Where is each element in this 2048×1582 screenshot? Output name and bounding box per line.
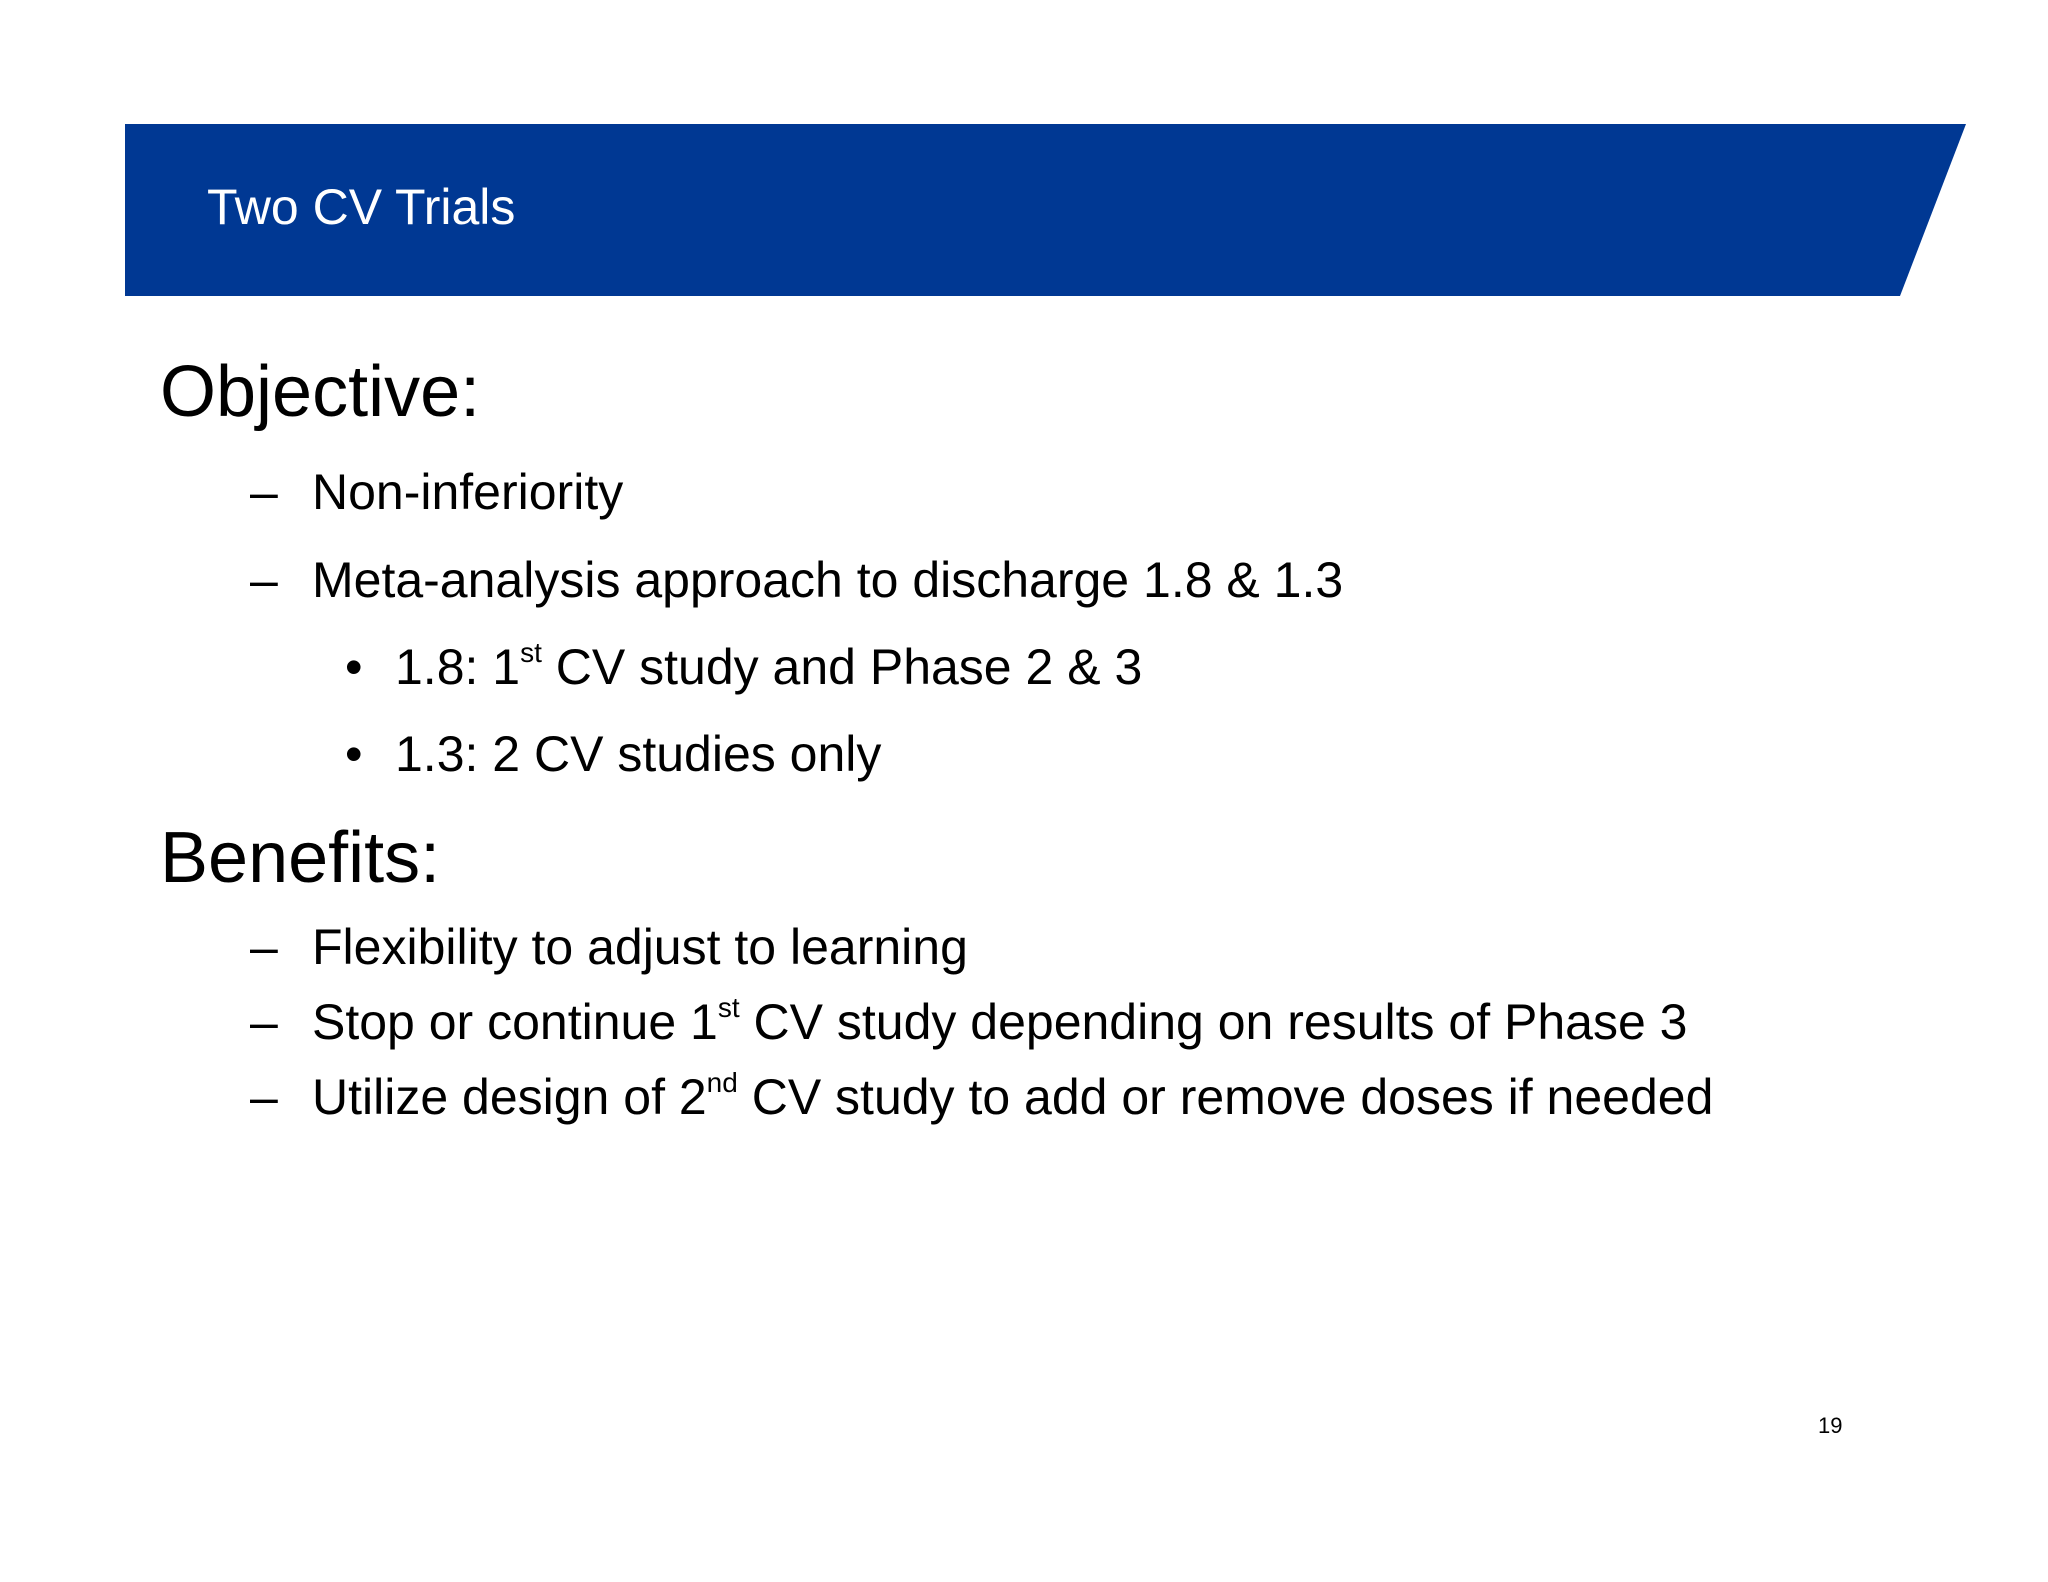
benefits-item-text: Flexibility to adjust to learning (312, 919, 968, 975)
text-part: Stop or continue 1 (312, 994, 718, 1050)
objective-item-text: Meta-analysis approach to discharge 1.8 & 1.3 (312, 552, 1344, 608)
objective-heading: Objective: (160, 352, 481, 432)
ordinal-suffix: st (717, 992, 740, 1023)
benefits-item-text (312, 992, 1688, 1050)
page-number: 19 (1818, 1413, 1843, 1438)
dash-marker: – (250, 552, 278, 608)
benefits-item-text (312, 1067, 1714, 1125)
objective-subitem-text: 1.3: 2 CV studies only (395, 726, 882, 782)
text-part: CV study and Phase 2 & 3 (541, 639, 1143, 695)
dash-marker: – (250, 919, 278, 975)
objective-item-text: Non-inferiority (312, 464, 624, 520)
text-part: CV study depending on results of Phase 3 (739, 994, 1688, 1050)
slide-title: Two CV Trials (207, 179, 516, 235)
bullet-marker: • (345, 639, 363, 695)
objective-subitem-text (395, 637, 1143, 695)
dash-marker: – (250, 1069, 278, 1125)
ordinal-suffix: nd (706, 1067, 738, 1098)
text-part: Utilize design of 2 (312, 1069, 707, 1125)
benefits-heading: Benefits: (160, 818, 441, 898)
ordinal-suffix: st (520, 637, 542, 668)
text-part: 1.8: 1 (395, 639, 521, 695)
dash-marker: – (250, 464, 278, 520)
bullet-marker: • (345, 726, 363, 782)
text-part: CV study to add or remove doses if needed (737, 1069, 1714, 1125)
title-banner (125, 124, 1966, 296)
dash-marker: – (250, 994, 278, 1050)
